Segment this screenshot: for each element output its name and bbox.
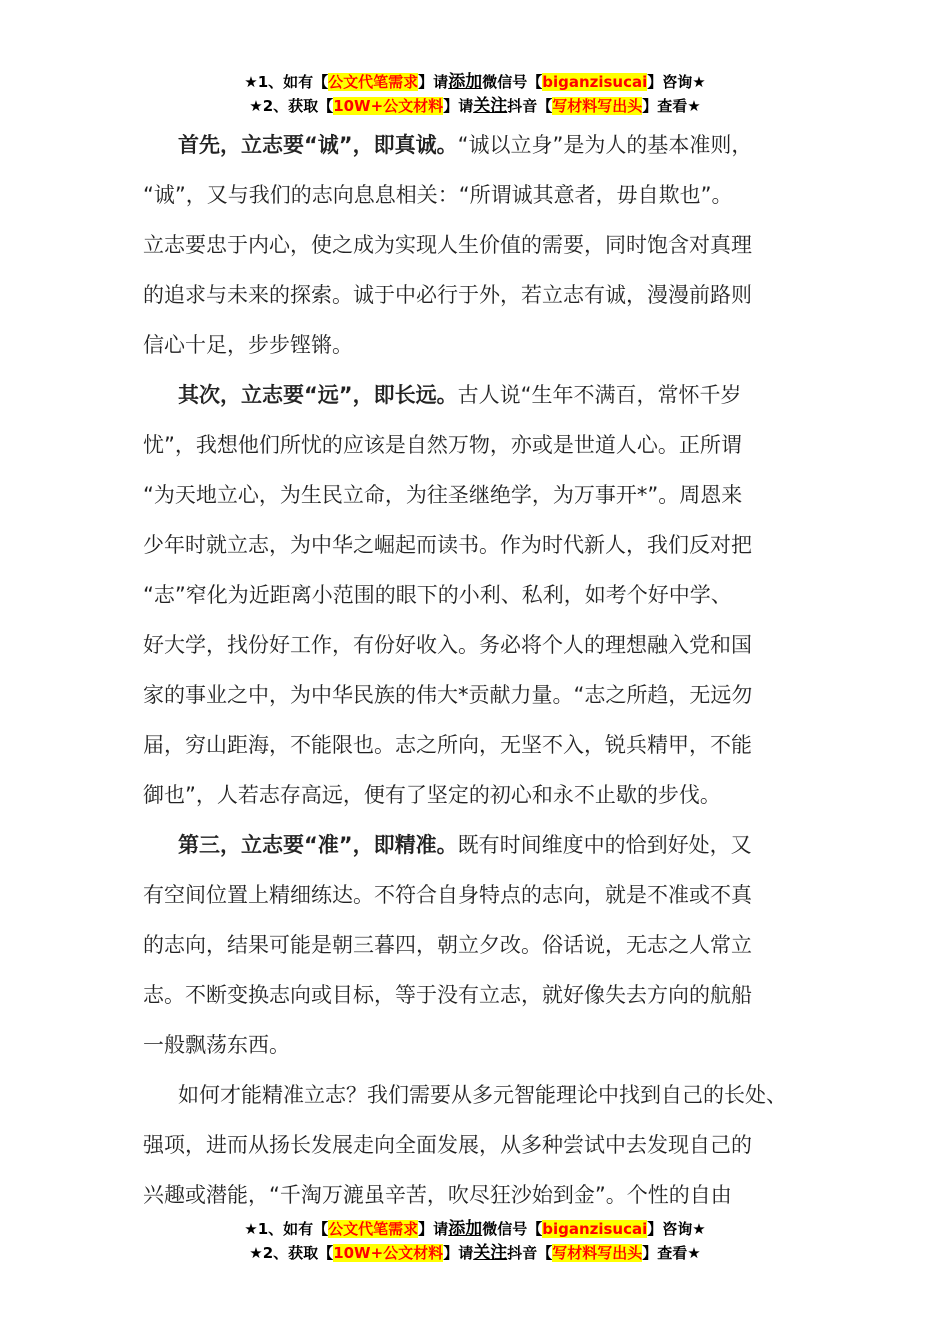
wechat-id: biganzisucai [542,73,648,91]
promo-line-2 [0,94,950,118]
highlight-text: 公文代笔需求 [328,1220,419,1238]
underlined-text: 添加 [448,72,483,92]
paragraph-line: 强项，进而从扬长发展走向全面发展，从多种尝试中去发现自己的 [143,1133,752,1157]
paragraph-line: 少年时就立志，为中华之崛起而读书。作为时代新人，我们反对把 [143,533,752,557]
highlight-text: 公文代笔需求 [328,73,419,91]
paragraph-lead: 首先，立志要“诚”，即真诚。 [178,133,458,157]
promo-text: 】咨询★ [647,73,706,91]
promo-text: 】查看★ [642,1244,701,1262]
douyin-id: 写材料写出头 [552,1244,643,1262]
paragraph-line [143,120,833,170]
line-text: “诚以立身”是为人的基本准则， [457,133,753,157]
promo-text: 抖音【 [507,1244,553,1262]
paragraph-line: 兴趣或潜能，“千淘万漉虽辛苦，吹尽狂沙始到金”。个性的自由 [143,1183,732,1207]
paragraph-line: 信心十足，步步铿锵。 [143,333,353,357]
paragraph-line: 好大学，找份好工作，有份好收入。务必将个人的理想融入党和国 [143,633,752,657]
paragraph-longterm [143,370,833,820]
paragraph-line: 届，穷山距海，不能限也。志之所向，无坚不入，锐兵精甲，不能 [143,733,752,757]
paragraph-precision [143,820,833,1070]
paragraph-line: 忧”，我想他们所忧的应该是自然万物，亦或是世道人心。正所谓 [143,433,742,457]
highlight-text: 10W+公文材料 [333,1244,444,1262]
promo-text: 】请 [443,97,474,115]
paragraph-line: “诚”，又与我们的志向息息相关：“所谓诚其意者，毋自欺也”。 [143,183,733,207]
underlined-text: 关注 [473,1243,508,1263]
paragraph-line: 如何才能精准立志？我们需要从多元智能理论中找到自己的长处、 [178,1083,787,1107]
paragraph-line [143,370,833,420]
paragraph-lead: 其次，立志要“远”，即长远。 [178,383,458,407]
underlined-text: 添加 [448,1219,483,1239]
paragraph-line: 志。不断变换志向或目标，等于没有立志，就好像失去方向的航船 [143,983,752,1007]
paragraph-line: 的志向，结果可能是朝三暮四，朝立夕改。俗话说，无志之人常立 [143,933,752,957]
paragraph-line [143,820,833,870]
promo-text: 】查看★ [642,97,701,115]
promo-text: ★1、如有【 [244,73,329,91]
promo-text: ★2、获取【 [249,97,334,115]
promo-text: 微信号【 [482,73,543,91]
promo-banner-top [0,70,950,118]
paragraph-line: 有空间位置上精细练达。不符合自身特点的志向，就是不准或不真 [143,883,752,907]
paragraph-line: 立志要忠于内心，使之成为实现人生价值的需要，同时饱含对真理 [143,233,752,257]
paragraph-line: 一般飘荡东西。 [143,1033,290,1057]
paragraph-line: 御也”，人若志存高远，便有了坚定的初心和永不止歇的步伐。 [143,783,721,807]
paragraph-sincerity [143,120,833,370]
promo-line-2 [0,1241,950,1265]
promo-text: 】请 [418,73,449,91]
promo-text: ★2、获取【 [249,1244,334,1262]
promo-text: ★1、如有【 [244,1220,329,1238]
line-text: 既有时间维度中的恰到好处，又 [457,833,752,857]
underlined-text: 关注 [473,96,508,116]
promo-text: 抖音【 [507,97,553,115]
wechat-id: biganzisucai [542,1220,648,1238]
promo-text: 微信号【 [482,1220,543,1238]
paragraph-line: “为天地立心，为生民立命，为往圣继绝学，为万事开*”。周恩来 [143,483,743,507]
promo-text: 】请 [418,1220,449,1238]
paragraph-how [143,1070,833,1220]
paragraph-line: 家的事业之中，为中华民族的伟大*贡献力量。“志之所趋，无远勿 [143,683,753,707]
line-text: 古人说“生年不满百，常怀千岁 [457,383,742,407]
promo-text: 】咨询★ [647,1220,706,1238]
promo-line-1 [0,70,950,94]
promo-text: 】请 [443,1244,474,1262]
promo-line-1 [0,1217,950,1241]
paragraph-lead: 第三，立志要“准”，即精准。 [178,833,458,857]
document-body [143,120,833,1220]
paragraph-line: “志”窄化为近距离小范围的眼下的小利、私利，如考个好中学、 [143,583,732,607]
paragraph-line: 的追求与未来的探索。诚于中必行于外，若立志有诚，漫漫前路则 [143,283,752,307]
highlight-text: 10W+公文材料 [333,97,444,115]
douyin-id: 写材料写出头 [552,97,643,115]
promo-banner-bottom [0,1217,950,1265]
